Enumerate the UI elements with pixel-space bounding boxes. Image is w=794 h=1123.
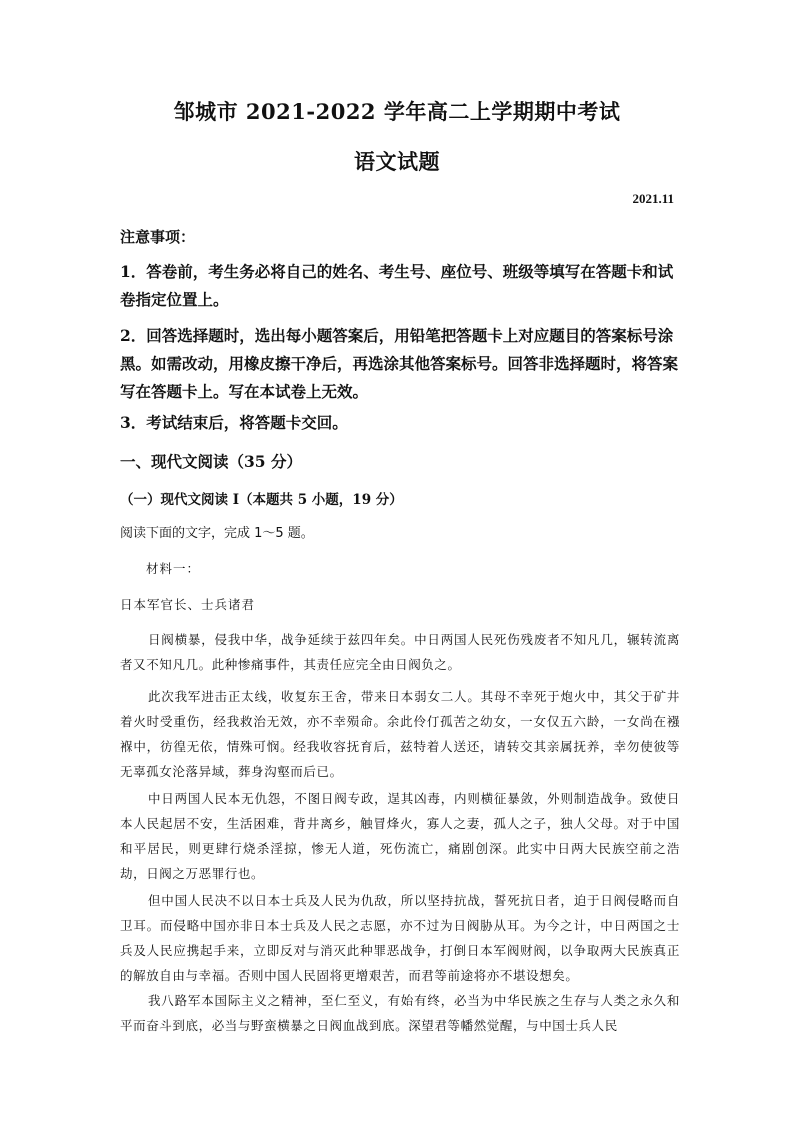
notice-item-2: 2．回答选择题时，选出每小题答案后，用铅笔把答题卡上对应题目的答案标号涂黑。如需改动，用橡皮擦干净后，再选涂其他答案标号。回答非选择题时，将答案写在答题卡上。写在本试卷上无效。 <box>120 326 679 401</box>
letter-paragraph: 但中国人民决不以日本士兵及人民为仇敌，所以坚持抗战，誓死抗日者，迫于日阀侵略而自卫耳。而侵略中国亦非日本士兵及人民之志愿，亦不过为日阀胁从耳。为今之计，中日两国之士兵及人民应携起手来，立即反对与消灭此种罪恶战争，打倒日本军阀财阀，以争取两大民族真正的解放自由与幸福。否则中国人民固将更增艰苦，而君等前途将亦不堪设想矣。 <box>120 893 680 983</box>
exam-title: 邹城市 2021-2022 学年高二上学期期中考试 <box>173 99 621 124</box>
reading-instruction: 阅读下面的文字，完成 1～5 题。 <box>120 526 314 541</box>
notice-item-1: 1．答卷前，考生务必将自己的姓名、考生号、座位号、班级等填写在答题卡和试卷指定位置上。 <box>120 262 674 309</box>
material-label: 材料一： <box>146 561 201 576</box>
section-heading: 一、现代文阅读（35 分） <box>120 452 302 471</box>
letter-paragraph: 此次我军进击正太线，收复东王舍，带来日本弱女二人。其母不幸死于炮火中，其父于矿井着火时受重伤，经我救治无效，亦不幸殒命。余此伶仃孤苦之幼女，一女仅五六龄，一女尚在襁褓中，彷徨无依，情殊可悯。经我收容抚育后，兹特着人送还，请转交其亲属抚养，幸勿使彼等无辜孤女沦落异域，葬身沟壑而后已。 <box>120 689 680 779</box>
exam-subtitle: 语文试题 <box>354 149 440 174</box>
notice-heading: 注意事项： <box>120 228 196 246</box>
subsection-heading: （一）现代文阅读 I（本题共 5 小题，19 分） <box>120 492 403 508</box>
letter-paragraph: 我八路军本国际主义之精神，至仁至义，有始有终，必当为中华民族之生存与人类之永久和平而奋斗到底，必当与野蛮横暴之日阀血战到底。深望君等幡然觉醒，与中国士兵人民 <box>120 993 680 1033</box>
notice-item-3: 3．考试结束后，将答题卡交回。 <box>120 413 348 432</box>
letter-paragraph: 中日两国人民本无仇怨，不图日阀专政，逞其凶毒，内则横征暴敛，外则制造战争。致使日本人民起居不安，生活困难，背井离乡，触冒烽火，寡人之妻，孤人之子，独人父母。对于中国和平居民，则更肆行烧杀淫掠，惨无人道，死伤流亡，痛剧创深。此实中日两大民族空前之浩劫，日阀之万恶罪行也。 <box>120 791 680 881</box>
letter-salutation: 日本军官长、士兵诸君 <box>120 597 256 612</box>
exam-date: 2021.11 <box>632 191 674 206</box>
letter-paragraph: 日阀横暴，侵我中华，战争延续于兹四年矣。中日两国人民死伤残废者不知凡几，辗转流离者又不知凡几。此种惨痛事件，其责任应完全由日阀负之。 <box>120 632 680 672</box>
